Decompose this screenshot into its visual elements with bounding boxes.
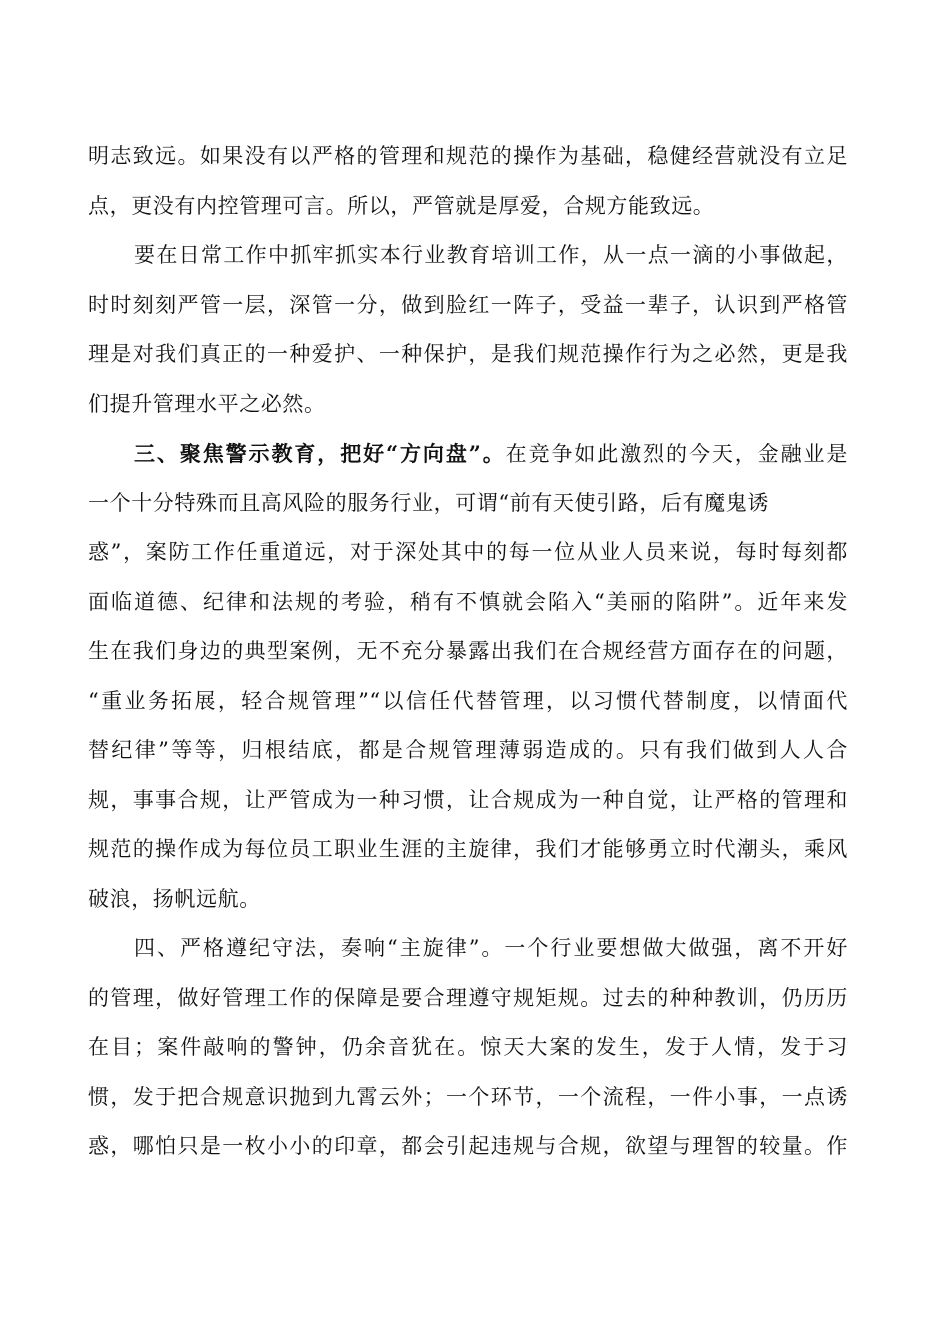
text-line: 点，更没有内控管理可言。所以，严管就是厚爱，合规方能致远。: [88, 193, 715, 218]
text-line: 惑”，案防工作任重道远，对于深处其中的每一位从业人员来说，每时每刻都: [88, 540, 848, 564]
document-page: [88, 132, 848, 1172]
text-line: 规范的操作成为每位员工职业生涯的主旋律，我们才能够勇立时代潮头，乘风: [88, 837, 848, 861]
section-heading-3: 三、聚焦警示教育，把好“方向盘”。: [134, 441, 506, 466]
paragraph-4: [88, 924, 848, 1172]
text-line: 规，事事合规，让严管成为一种习惯，让合规成为一种自觉，让严格的管理和: [88, 787, 848, 812]
text-line: 一个十分特殊而且高风险的服务行业，可谓“前有天使引路，后有魔鬼诱: [88, 490, 769, 515]
text-line: 在目；案件敲响的警钟，仍余音犹在。惊天大案的发生，发于人情，发于习: [88, 1035, 848, 1059]
text-line: 替纪律”等等，归根结底，都是合规管理薄弱造成的。只有我们做到人人合: [88, 738, 848, 762]
text-line: 生在我们身边的典型案例，无不充分暴露出我们在合规经营方面存在的问题，: [88, 639, 848, 663]
paragraph-1: [88, 132, 848, 231]
text-run: 在竞争如此激烈的今天，金融业是: [505, 442, 848, 466]
paragraph-3: [88, 429, 848, 924]
text-line: 们提升管理水平之必然。: [88, 391, 326, 416]
text-line: 惯，发于把合规意识抛到九霄云外；一个环节，一个流程，一件小事，一点诱: [88, 1084, 848, 1109]
text-line: [88, 429, 848, 479]
paragraph-2: [88, 231, 848, 429]
text-line: 惑，哪怕只是一枚小小的印章，都会引起违规与合规，欲望与理智的较量。作: [88, 1134, 848, 1158]
text-line: 时时刻刻严管一层，深管一分，做到脸红一阵子，受益一辈子，认识到严格管: [88, 292, 848, 317]
text-line: 面临道德、纪律和法规的考验，稍有不慎就会陷入“美丽的陷阱”。近年来发: [88, 589, 848, 614]
text-line: 要在日常工作中抓牢抓实本行业教育培训工作，从一点一滴的小事做起，: [134, 243, 848, 267]
text-line: 四、严格遵纪守法，奏响“主旋律”。一个行业要想做大做强，离不开好: [134, 936, 848, 960]
text-line: 理是对我们真正的一种爱护、一种保护，是我们规范操作行为之必然，更是我: [88, 342, 848, 366]
text-line: 明志致远。如果没有以严格的管理和规范的操作为基础，稳健经营就没有立足: [88, 144, 848, 168]
text-line: 破浪，扬帆远航。: [88, 886, 261, 911]
text-line: 的管理，做好管理工作的保障是要合理遵守规矩规。过去的种种教训，仍历历: [88, 985, 848, 1010]
text-line: “重业务拓展，轻合规管理”“以信任代替管理，以习惯代替制度，以情面代: [88, 688, 848, 713]
